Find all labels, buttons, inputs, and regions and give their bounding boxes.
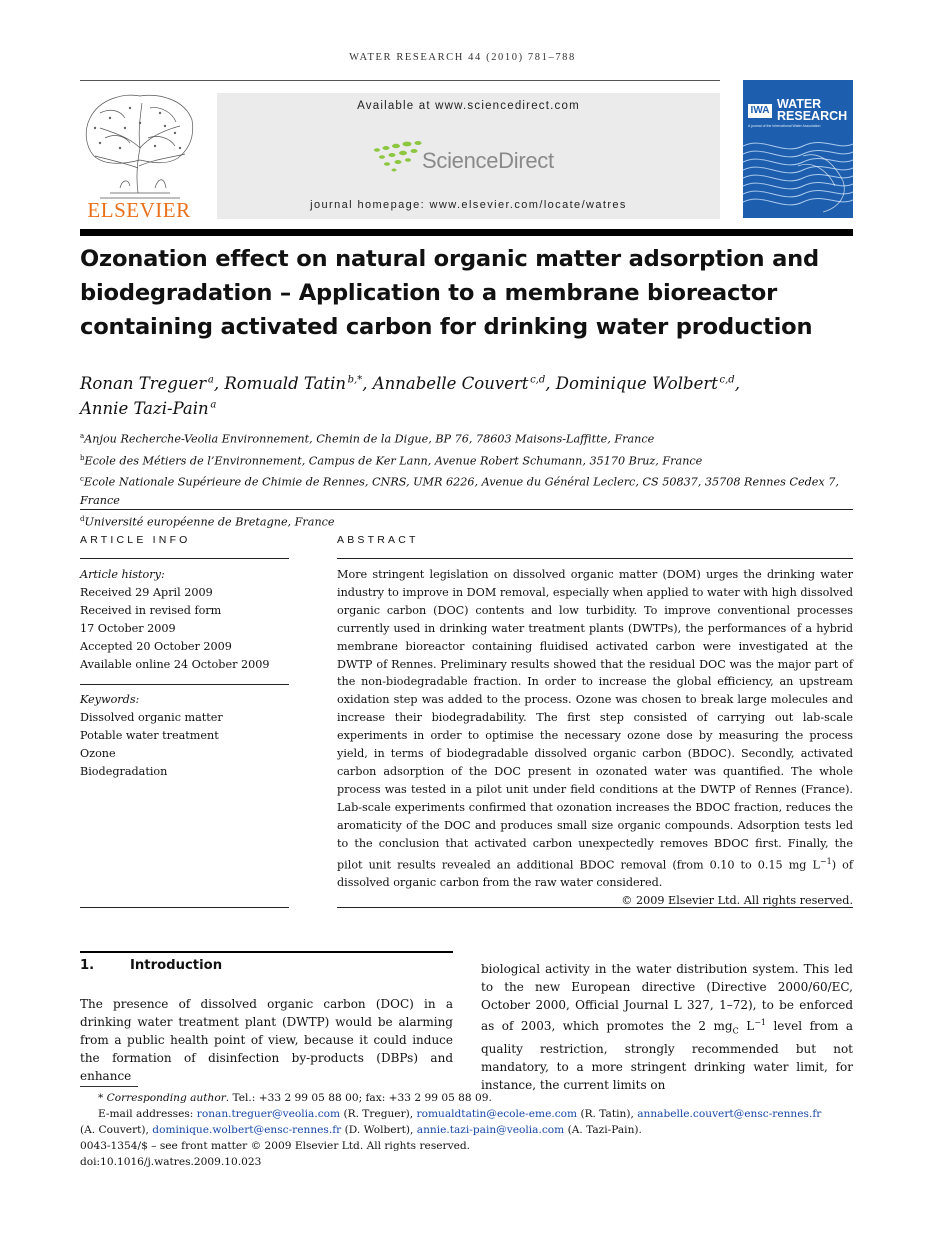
keywords-rule	[80, 684, 289, 685]
email-link[interactable]: annie.tazi-pain@veolia.com	[416, 1124, 565, 1136]
intro-paragraph-left: The presence of dissolved organic carbon (DOC) in a drinking water treatment plant (DWTP) would be alarming from a public health point of view, because it could induce the formation of disinfection by-products (DBPs) and enhance	[80, 997, 453, 1083]
cover-subtitle: A journal of the International Water Association	[748, 124, 821, 128]
history-item: Available online 24 October 2009	[80, 658, 270, 671]
affiliations	[80, 427, 853, 532]
email-link[interactable]: romualdtatin@ecole-eme.com	[416, 1108, 578, 1120]
email-addresses-cont: (A. Couvert), dominique.wolbert@ensc-rennes.fr (D. Wolbert), annie.tazi-pain@veolia.com (A. Tazi-Pain).	[80, 1124, 642, 1136]
affiliation: $^b$Ecole des Métiers de l’Environnement, Campus de Ker Lann, Avenue Robert Schumann, 35170 Bruz, France	[80, 453, 703, 468]
keyword: Biodegradation	[80, 765, 168, 778]
email-addresses: E-mail addresses: ronan.treguer@veolia.com (R. Treguer), romualdtatin@ecole-eme.com (R. Tatin), annabelle.couvert@ensc-rennes.fr	[98, 1108, 822, 1120]
abstract-heading: ABSTRACT	[337, 534, 419, 546]
intro-paragraph-right: biological activity in the water distribution system. This led to the new European directive (Directive 2000/60/EC, October 2000, Official Journal L 327, 1–72), to be enforced as of 2003, which promotes the 2 $mg_C$ $L^{-1}$ level from a quality restriction, strongly recommended but not mandatory, to a more stringent drinking water limit, for instance, the current limits on	[481, 962, 853, 1093]
affiliation: $^c$Ecole Nationale Supérieure de Chimie de Rennes, CNRS, UMR 6226, Avenue du Général Leclerc, CS 50837, 35708 Rennes Cedex 7, France	[80, 475, 839, 508]
footnotes	[80, 1090, 853, 1170]
keywords-label: Keywords:	[80, 693, 140, 706]
author: Dominique Wolbert $^{c,d}$,	[555, 373, 740, 393]
history-label: Article history:	[80, 568, 165, 581]
author: Ronan Treguer $^a$,	[80, 373, 225, 393]
abstract-bottom-rule	[337, 907, 853, 908]
available-at-text: Available at www.sciencedirect.com	[357, 100, 580, 112]
sciencedirect-logo: ScienceDirect	[422, 148, 554, 173]
journal-cover	[743, 80, 853, 218]
abstract-text: More stringent legislation on dissolved organic matter (DOM) urges the drinking water industry to improve in DOM removal, especially when applied to water with high dissolved organic carbon (DOC) contents and low turbidity. To improve conventional processes currently used in drinking water treatment plants (DWTPs), the performances of a hybrid membrane bioreactor containing fluidised activated carbon were investigated at the DWTP of Rennes. Preliminary results showed that the residual DOC was the major part of the non-biodegradable fraction. In order to increase the global efficiency, an upstream oxidation step was added to the process. Ozone was chosen to break large molecules and increase their biodegradability. The first step consisted of carrying out lab-scale experiments in order to optimise the necessary ozone dose by measuring the process yield, in terms of biodegradable dissolved organic carbon (BDOC). Secondly, activated carbon adsorption of the DOC present in ozonated water was quantified. The whole process was tested in a pilot unit under field conditions at the DWTP of Rennes (France). Lab-scale experiments confirmed that ozonation increases the BDOC fraction, reduces the aromaticity of the DOC and produces small size organic compounds. Adsorption tests led to the conclusion that activated carbon unexpectedly removes BDOC first. Finally, the pilot unit results revealed an additional BDOC removal (from 0.10 to 0.15 mg $L^{-1}$) of dissolved organic carbon from the raw water considered. © 2009 Elsevier Ltd. All rights reserved.	[337, 566, 853, 910]
history-item: Accepted 20 October 2009	[80, 640, 232, 653]
sciencedirect-dots-icon	[372, 138, 422, 173]
header-thick-rule	[80, 229, 853, 236]
running-head: WATER RESEARCH 44 (2010) 781–788	[349, 52, 576, 63]
author: Annabelle Couvert $^{c,d}$,	[372, 373, 556, 393]
issn-line: 0043-1354/$ – see front matter © 2009 Elsevier Ltd. All rights reserved.	[80, 1140, 470, 1152]
history-item: Received in revised form	[80, 604, 222, 617]
cover-title	[777, 98, 847, 122]
cover-title-line2: RESEARCH	[777, 109, 848, 123]
cover-title-line1: WATER	[777, 97, 822, 111]
keyword: Ozone	[80, 747, 116, 760]
abstract-rule	[337, 558, 853, 559]
cover-wave-art	[743, 136, 853, 218]
corresponding-author-note: * Corresponding author. Tel.: +33 2 99 05 88 00; fax: +33 2 99 05 88 09.	[98, 1092, 492, 1104]
section-heading-introduction: 1. Introduction	[80, 958, 223, 973]
article-history	[80, 566, 289, 674]
footnote-rule	[80, 1086, 138, 1087]
email-link[interactable]: ronan.treguer@veolia.com	[196, 1108, 341, 1120]
abstract-copyright: © 2009 Elsevier Ltd. All rights reserved.	[621, 894, 853, 908]
article-info-bottom-rule	[80, 907, 289, 908]
author: Romuald Tatin $^{b,*}$,	[224, 373, 373, 393]
affiliation: $^d$Université européenne de Bretagne, France	[80, 515, 335, 529]
affiliation: $^a$Anjou Recherche-Veolia Environnement, Chemin de la Digue, BP 76, 78603 Maisons-Laffitte, France	[80, 432, 655, 446]
masthead-rule	[80, 80, 720, 81]
keywords	[80, 691, 289, 781]
author: Annie Tazi-Pain $^a$	[80, 399, 217, 418]
article-info-heading: ARTICLE INFO	[80, 534, 191, 546]
history-item: Received 29 April 2009	[80, 586, 213, 599]
intro-rule	[80, 951, 453, 953]
email-link[interactable]: dominique.wolbert@ensc-rennes.fr	[152, 1124, 342, 1136]
doi-line[interactable]: doi:10.1016/j.watres.2009.10.023	[80, 1156, 262, 1168]
history-item: 17 October 2009	[80, 622, 176, 635]
sciencedirect-banner	[217, 93, 720, 219]
affiliations-rule	[80, 509, 853, 510]
journal-homepage: journal homepage: www.elsevier.com/locate/watres	[310, 199, 627, 211]
keyword: Dissolved organic matter	[80, 711, 223, 724]
elsevier-wordmark: ELSEVIER	[87, 198, 191, 222]
author-list	[80, 369, 853, 420]
article-info-rule	[80, 558, 289, 559]
email-link[interactable]: annabelle.couvert@ensc-rennes.fr	[637, 1108, 822, 1120]
article-title: Ozonation effect on natural organic matter adsorption and biodegradation – Application to a membrane bioreactor containing activated carbon for drinking water production	[80, 246, 820, 340]
keyword: Potable water treatment	[80, 729, 219, 742]
iwa-logo: IWA	[748, 104, 772, 118]
